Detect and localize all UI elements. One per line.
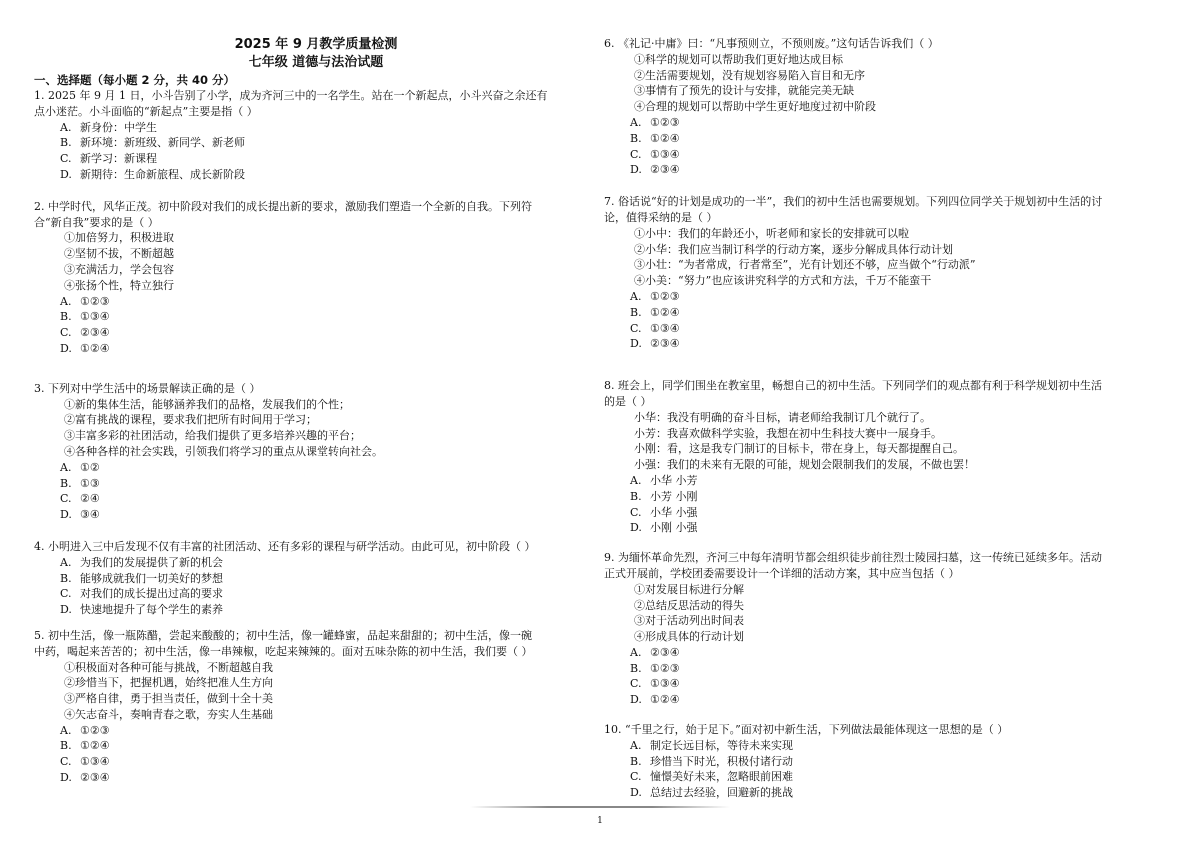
option-label: B. [630, 131, 642, 145]
option-label: D. [60, 603, 72, 617]
answer-option [604, 738, 1168, 754]
question-block [34, 539, 598, 618]
question-statement: ②小华：我们应当制订科学的行动方案，逐步分解成具体行动计划 [634, 242, 953, 256]
question-statement: ③小壮：“为者常成，行者常至”，光有计划还不够，应当做个“行动派” [634, 258, 976, 272]
left-column [34, 0, 598, 786]
answer-option [604, 147, 1168, 163]
option-text: 小华 小强 [650, 505, 698, 519]
answer-option [34, 754, 598, 770]
question-stem: 9. 为缅怀革命先烈，齐河三中每年清明节都会组织徒步前往烈士陵园扫墓，这一传统已延续多年。活动 [604, 551, 1102, 565]
question-statement: ②生活需要规划，没有规划容易陷入盲目和无序 [634, 68, 865, 82]
answer-option [604, 785, 1168, 801]
option-label: D. [630, 521, 642, 535]
option-text: 小华 小芳 [650, 473, 698, 487]
answer-option [34, 151, 598, 167]
option-text: 制定长远目标，等待未来实现 [650, 738, 793, 752]
question-list-right [604, 36, 1168, 801]
question-stem: 合“新自我”要求的是（ ） [34, 215, 159, 229]
option-text: ①②④ [650, 131, 680, 145]
question-block [34, 381, 598, 523]
answer-option [604, 692, 1168, 708]
option-text: ①②③ [650, 289, 680, 303]
question-statement: ②富有挑战的课程，要求我们把所有时间用于学习； [64, 413, 317, 427]
option-text: ①③④ [650, 147, 680, 161]
question-stem: 论，值得采纳的是（ ） [604, 210, 718, 224]
question-statement: ①对发展目标进行分解 [634, 582, 744, 596]
answer-option [604, 305, 1168, 321]
option-text: ①②④ [80, 739, 110, 753]
answer-option [604, 162, 1168, 178]
option-label: A. [60, 723, 72, 737]
option-label: B. [630, 661, 642, 675]
page-number: 1 [597, 816, 603, 826]
question-statement: ②总结反思活动的得失 [634, 598, 744, 612]
answer-option [34, 167, 598, 183]
option-label: C. [60, 492, 72, 506]
answer-option [34, 120, 598, 136]
answer-option [604, 769, 1168, 785]
question-statement: ③丰富多彩的社团活动，给我们提供了更多培养兴趣的平台； [64, 429, 361, 443]
option-label: A. [60, 294, 72, 308]
question-statement: ④矢志奋斗，奏响青春之歌，夯实人生基础 [64, 707, 273, 721]
option-label: D. [630, 337, 642, 351]
question-block [604, 550, 1168, 708]
option-text: ①②③ [650, 661, 680, 675]
option-text: ②③④ [650, 163, 680, 177]
option-label: A. [60, 555, 72, 569]
answer-option [34, 723, 598, 739]
question-statement: ④各种各样的社会实践，引领我们将学习的重点从课堂转向社会。 [64, 444, 383, 458]
answer-option [604, 754, 1168, 770]
option-label: C. [60, 755, 72, 769]
question-statement: 小华：我没有明确的奋斗目标，请老师给我制订几个就行了。 [634, 410, 931, 424]
option-text: 珍惜当下时光，积极付诸行动 [650, 754, 793, 768]
option-label: A. [630, 645, 642, 659]
option-label: C. [630, 147, 642, 161]
option-text: ①③ [80, 476, 100, 490]
question-statement: ③充满活力，学会包容 [64, 262, 174, 276]
answer-option [604, 289, 1168, 305]
answer-option [34, 602, 598, 618]
question-stem: 中药，喝起来苦苦的；初中生活，像一串辣椒，吃起来辣辣的。面对五味杂陈的初中生活，我们要（ ） [34, 644, 533, 658]
question-statement: ③对于活动列出时间表 [634, 614, 744, 628]
question-stem: 1. 2025 年 9 月 1 日，小斗告别了小学，成为齐河三中的一名学生。站在一个新起点，小斗兴奋之余还有 [34, 89, 548, 102]
question-statement: ①积极面对各种可能与挑战，不断超越自我 [64, 660, 273, 674]
answer-option [34, 325, 598, 341]
answer-option [604, 676, 1168, 692]
question-block [34, 199, 598, 357]
question-stem: 4. 小明进入三中后发现不仅有丰富的社团活动、还有多彩的课程与研学活动。由此可见，初中阶段（ ） [34, 539, 536, 553]
answer-option [34, 738, 598, 754]
option-text: 新学习：新课程 [80, 152, 157, 166]
option-label: A. [630, 289, 642, 303]
answer-option [34, 555, 598, 571]
option-text: 小芳 小刚 [650, 489, 698, 503]
option-label: D. [630, 786, 642, 800]
option-text: 憧憬美好未来，忽略眼前困难 [650, 770, 793, 784]
question-block [604, 194, 1168, 352]
option-text: ①③④ [80, 755, 110, 769]
option-label: D. [630, 693, 642, 707]
option-label: A. [60, 460, 72, 474]
answer-option [604, 661, 1168, 677]
option-label: C. [630, 677, 642, 691]
option-label: B. [60, 310, 72, 324]
question-statement: ③严格自律，勇于担当责任，做到十全十美 [64, 692, 273, 706]
option-text: 能够成就我们一切美好的梦想 [80, 571, 223, 585]
option-label: B. [60, 476, 72, 490]
question-stem: 7. 俗话说“好的计划是成功的一半”，我们的初中生活也需要规划。下列四位同学关于规划初中生活的讨 [604, 195, 1103, 209]
exam-title: 2025 年 9 月教学质量检测 [234, 37, 398, 52]
answer-option [34, 135, 598, 151]
option-label: B. [60, 571, 72, 585]
question-statement: 小芳：我喜欢做科学实验，我想在初中生科技大赛中一展身手。 [634, 426, 942, 440]
question-block [604, 36, 1168, 178]
question-block [34, 628, 598, 786]
question-statement: ①新的集体生活，能够涵养我们的品格，发展我们的个性； [64, 397, 350, 411]
answer-option [34, 294, 598, 310]
answer-option [604, 115, 1168, 131]
question-statement: 小强：我们的未来有无限的可能，规划会限制我们的发展，不做也罢！ [634, 458, 975, 472]
option-label: B. [630, 489, 642, 503]
question-stem: 3. 下列对中学生活中的场景解读正确的是（ ） [34, 381, 261, 395]
exam-subtitle: 七年级 道德与法治试题 [248, 55, 384, 70]
question-stem: 6. 《礼记·中庸》曰：“凡事预则立，不预则废。”这句话告诉我们（ ） [604, 37, 939, 50]
question-statement: ②珍惜当下，把握机遇，始终把准人生方向 [64, 676, 273, 690]
question-stem: 10. “千里之行，始于足下。”面对初中新生活，下列做法最能体现这一思想的是（ ） [604, 723, 1009, 737]
option-text: ②③④ [80, 326, 110, 340]
option-label: C. [60, 326, 72, 340]
option-label: C. [630, 321, 642, 335]
option-text: 为我们的发展提供了新的机会 [80, 555, 223, 569]
question-statement: ④形成具体的行动计划 [634, 630, 744, 644]
question-stem: 正式开展前，学校团委需要设计一个详细的活动方案，其中应当包括（ ） [604, 566, 960, 580]
answer-option [604, 489, 1168, 505]
question-stem: 的是（ ） [604, 394, 652, 408]
option-text: ①②④ [650, 305, 680, 319]
option-label: B. [60, 739, 72, 753]
question-statement: ②坚韧不拔，不断超越 [64, 247, 174, 261]
option-text: ②④ [80, 492, 100, 506]
answer-option [34, 770, 598, 786]
option-text: ①③④ [650, 677, 680, 691]
option-label: A. [630, 473, 642, 487]
option-label: C. [60, 587, 72, 601]
option-text: ②③④ [650, 337, 680, 351]
question-statement: ④张扬个性，特立独行 [64, 278, 174, 292]
answer-option [604, 321, 1168, 337]
right-column [604, 0, 1168, 801]
option-label: D. [60, 167, 72, 181]
question-statement: 小刚：看，这是我专门制订的目标卡，带在身上，每天都提醒自己。 [634, 442, 964, 456]
answer-option [34, 507, 598, 523]
question-stem: 8. 班会上，同学们围坐在教室里，畅想自己的初中生活。下列同学们的观点都有利于科学规划初中生活 [604, 379, 1102, 393]
question-statement: ①小中：我们的年龄还小，听老师和家长的安排就可以啦 [634, 226, 909, 240]
answer-option [604, 336, 1168, 352]
answer-option [604, 645, 1168, 661]
question-statement: ①科学的规划可以帮助我们更好地达成目标 [634, 52, 843, 66]
option-text: ②③④ [650, 645, 680, 659]
option-label: C. [630, 770, 642, 784]
answer-option [34, 460, 598, 476]
option-label: D. [630, 163, 642, 177]
answer-option [604, 505, 1168, 521]
option-label: D. [60, 508, 72, 522]
option-label: A. [630, 115, 642, 129]
option-text: 新期待：生命新旅程、成长新阶段 [80, 167, 245, 181]
option-text: ③④ [80, 508, 100, 522]
option-text: ①② [80, 460, 100, 474]
option-text: 对我们的成长提出过高的要求 [80, 587, 223, 601]
option-label: C. [60, 152, 72, 166]
question-stem: 点小迷茫。小斗面临的“新起点”主要是指（ ） [34, 104, 258, 118]
answer-option [34, 309, 598, 325]
option-label: B. [60, 136, 72, 150]
section-title: 一、选择题（每小题 2 分，共 40 分） [34, 73, 236, 87]
question-statement: ④小美：“努力”也应该讲究科学的方式和方法，千万不能蛮干 [634, 274, 932, 288]
option-label: D. [60, 771, 72, 785]
answer-option [604, 520, 1168, 536]
answer-option [604, 131, 1168, 147]
option-text: 总结过去经验，回避新的挑战 [650, 786, 793, 800]
option-text: ②③④ [80, 771, 110, 785]
answer-option [34, 476, 598, 492]
answer-option [34, 491, 598, 507]
question-list-left [34, 88, 598, 786]
option-text: ①②④ [650, 693, 680, 707]
option-text: 新环境：新班级、新同学、新老师 [80, 136, 245, 150]
footer-divider [470, 806, 730, 808]
option-text: 新身份：中学生 [80, 120, 157, 134]
question-statement: ③事情有了预先的设计与安排，就能完美无缺 [634, 84, 854, 98]
question-statement: ①加倍努力，积极进取 [64, 231, 174, 245]
option-label: A. [60, 120, 72, 134]
option-text: ①②③ [80, 294, 110, 308]
question-block [34, 88, 598, 183]
question-stem: 2. 中学时代，风华正茂。初中阶段对我们的成长提出新的要求，激励我们塑造一个全新的自我。下列符 [34, 199, 532, 213]
option-text: ①③④ [650, 321, 680, 335]
question-stem: 5. 初中生活，像一瓶陈醋，尝起来酸酸的；初中生活，像一罐蜂蜜，品起来甜甜的；初中生活，像一碗 [34, 628, 532, 642]
option-text: 快速地提升了每个学生的素养 [80, 603, 223, 617]
option-label: B. [630, 754, 642, 768]
option-text: ①③④ [80, 310, 110, 324]
option-text: ①②③ [650, 115, 680, 129]
answer-option [34, 341, 598, 357]
option-label: C. [630, 505, 642, 519]
option-text: ①②③ [80, 723, 110, 737]
answer-option [34, 586, 598, 602]
option-text: 小刚 小强 [650, 521, 698, 535]
answer-option [604, 473, 1168, 489]
option-label: B. [630, 305, 642, 319]
question-statement: ④合理的规划可以帮助中学生更好地度过初中阶段 [634, 100, 876, 114]
question-block [604, 722, 1168, 801]
question-block [604, 378, 1168, 536]
option-text: ①②④ [80, 341, 110, 355]
option-label: A. [630, 738, 642, 752]
option-label: D. [60, 341, 72, 355]
answer-option [34, 571, 598, 587]
